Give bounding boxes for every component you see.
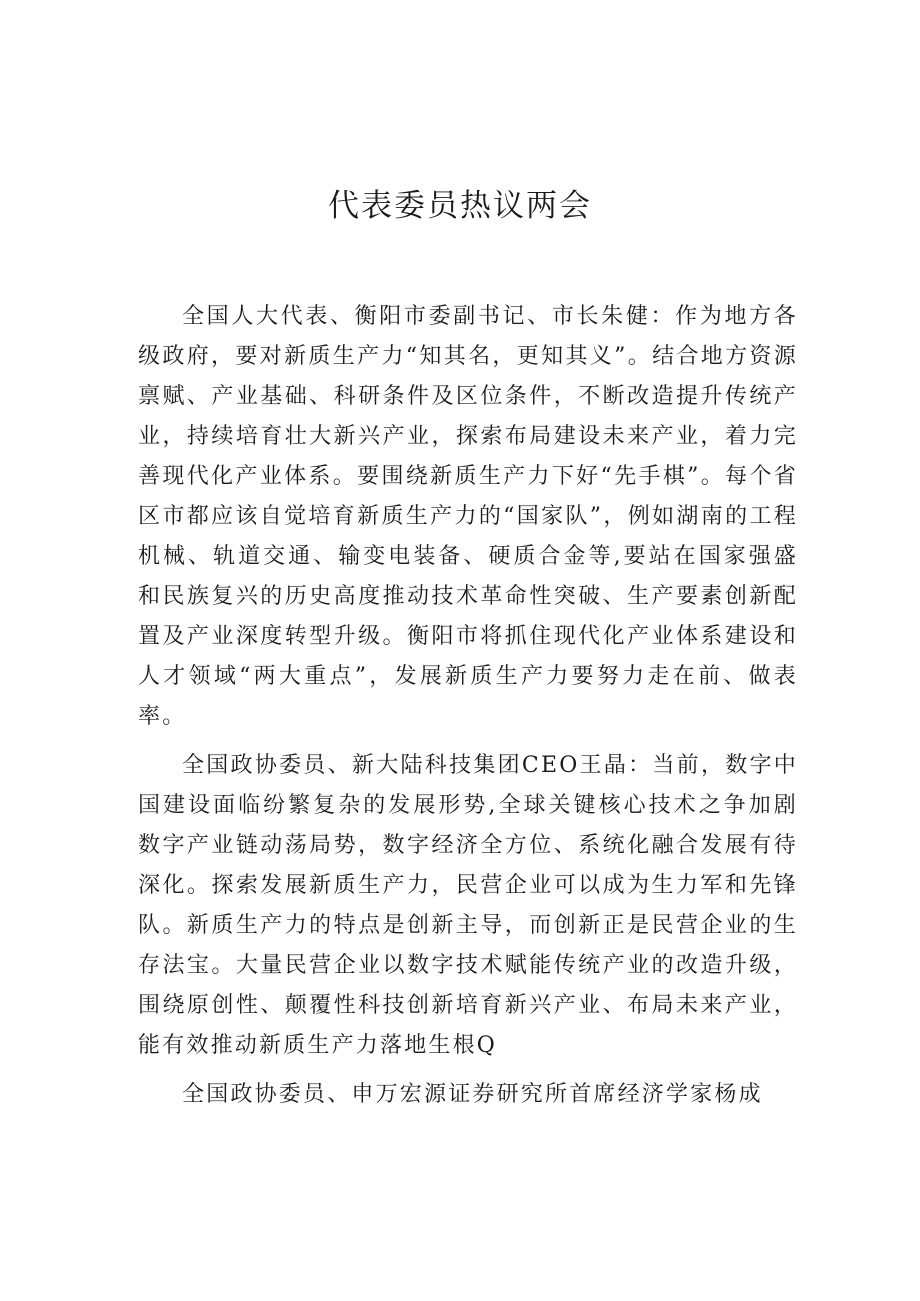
- document-title: 代表委员热议两会: [328, 188, 592, 224]
- paragraph-wang-jing: 全国政协委员、新大陆科技集团CEO王晶：当前，数字中国建设面临纷繁复杂的发展形势,全球关键核心技术之争加剧数字产业链动荡局势，数字经济全方位、系统化融合发展有待深化。探索发展新质生产力，民营企业可以成为生力军和先锋队。新质生产力的特点是创新主导，而创新正是民营企业的生存法宝。大量民营企业以数字技术赋能传统产业的改造升级，围绕原创性、颠覆性科技创新培育新兴产业、布局未来产业，能有效推动新质生产力落地生根Q: [138, 753, 798, 1058]
- document-body: [138, 297, 798, 1124]
- paragraph-yang-cheng: 全国政协委员、申万宏源证券研究所首席经济学家杨成: [182, 1082, 763, 1107]
- paragraph-zhu-jian: 全国人大代表、衡阳市委副书记、市长朱健：作为地方各级政府，要对新质生产力“知其名，更知其义”。结合地方资源禀赋、产业基础、科研条件及区位条件，不断改造提升传统产业，持续培育壮大新兴产业，探索布局建设未来产业，着力完善现代化产业体系。要围绕新质生产力下好“先手棋”。每个省区市都应该自觉培育新质生产力的“国家队”，例如湖南的工程机械、轨道交通、输变电装备、硬质合金等,要站在国家强盛和民族复兴的历史高度推动技术革命性突破、生产要素创新配置及产业深度转型升级。衡阳市将抓住现代化产业体系建设和人才领域“两大重点”，发展新质生产力要努力走在前、做表率。: [138, 304, 798, 729]
